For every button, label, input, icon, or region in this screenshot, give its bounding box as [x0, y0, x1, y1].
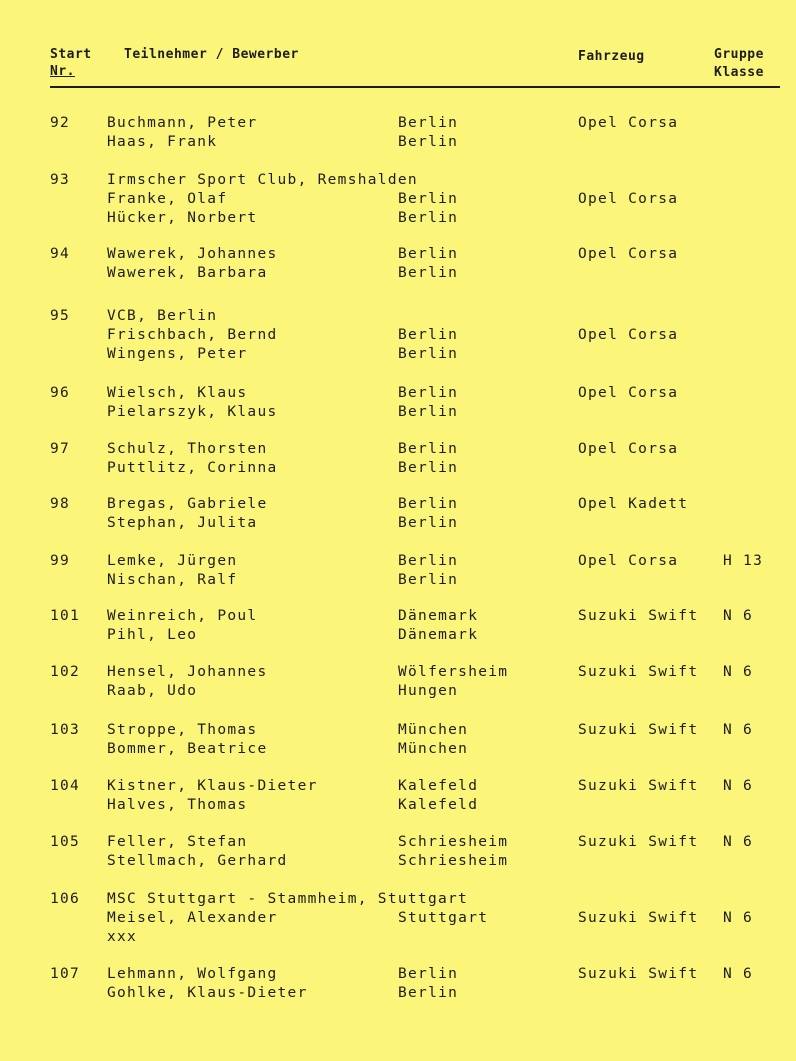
participant-city: Berlin	[398, 327, 459, 343]
participant-name: Hücker, Norbert	[107, 210, 258, 226]
participant-name: Lehmann, Wolfgang	[107, 966, 278, 982]
participant-name: Lemke, Jürgen	[107, 553, 238, 569]
participant-city: Wölfersheim	[398, 664, 509, 680]
vehicle: Suzuki Swift	[578, 664, 699, 680]
participant-city: Berlin	[398, 265, 459, 281]
participant-city: Dänemark	[398, 608, 479, 624]
start-number: 104	[50, 778, 81, 794]
participant-city: Kalefeld	[398, 797, 479, 813]
group-class: N 6	[723, 966, 754, 982]
vehicle: Opel Corsa	[578, 553, 679, 569]
vehicle: Suzuki Swift	[578, 910, 699, 926]
participant-city: Stuttgart	[398, 910, 489, 926]
participant-name: Feller, Stefan	[107, 834, 248, 850]
header-rule	[50, 86, 780, 88]
group-class: N 6	[723, 778, 754, 794]
start-number: 102	[50, 664, 81, 680]
start-number: 92	[50, 115, 71, 131]
participant-name: Franke, Olaf	[107, 191, 228, 207]
participant-city: München	[398, 722, 469, 738]
participant-name: Pihl, Leo	[107, 627, 198, 643]
participant-city: Berlin	[398, 985, 459, 1001]
participant-name: Frischbach, Bernd	[107, 327, 278, 343]
participant-name: Stellmach, Gerhard	[107, 853, 288, 869]
group-class: N 6	[723, 608, 754, 624]
participant-city: Berlin	[398, 404, 459, 420]
participant-name: Bregas, Gabriele	[107, 496, 268, 512]
participant-name: Haas, Frank	[107, 134, 218, 150]
participant-name: Irmscher Sport Club, Remshalden	[107, 172, 418, 188]
start-number: 99	[50, 553, 71, 569]
participant-name: Wielsch, Klaus	[107, 385, 248, 401]
participant-name: Puttlitz, Corinna	[107, 460, 278, 476]
vehicle: Suzuki Swift	[578, 722, 699, 738]
start-number: 101	[50, 608, 81, 624]
participant-city: Berlin	[398, 246, 459, 262]
vehicle: Opel Corsa	[578, 246, 679, 262]
vehicle: Suzuki Swift	[578, 966, 699, 982]
header-nr: Nr.	[50, 64, 75, 79]
start-number: 94	[50, 246, 71, 262]
participant-city: Berlin	[398, 115, 459, 131]
participant-city: Berlin	[398, 385, 459, 401]
participant-name: Halves, Thomas	[107, 797, 248, 813]
participant-name: Schulz, Thorsten	[107, 441, 268, 457]
participant-name: Wingens, Peter	[107, 346, 248, 362]
vehicle: Opel Corsa	[578, 441, 679, 457]
group-class: N 6	[723, 834, 754, 850]
vehicle: Opel Corsa	[578, 385, 679, 401]
vehicle: Suzuki Swift	[578, 778, 699, 794]
participant-name: VCB, Berlin	[107, 308, 218, 324]
vehicle: Opel Kadett	[578, 496, 689, 512]
group-class: N 6	[723, 722, 754, 738]
start-number: 98	[50, 496, 71, 512]
participant-name: Stroppe, Thomas	[107, 722, 258, 738]
vehicle: Suzuki Swift	[578, 608, 699, 624]
start-number: 106	[50, 891, 81, 907]
participant-name: Stephan, Julita	[107, 515, 258, 531]
participant-name: Buchmann, Peter	[107, 115, 258, 131]
participant-city: Berlin	[398, 346, 459, 362]
vehicle: Suzuki Swift	[578, 834, 699, 850]
participant-name: Bommer, Beatrice	[107, 741, 268, 757]
participant-city: Berlin	[398, 572, 459, 588]
start-number: 105	[50, 834, 81, 850]
participant-city: Dänemark	[398, 627, 479, 643]
start-number: 107	[50, 966, 81, 982]
vehicle: Opel Corsa	[578, 191, 679, 207]
start-number: 93	[50, 172, 71, 188]
participant-city: Berlin	[398, 966, 459, 982]
participant-name: Meisel, Alexander	[107, 910, 278, 926]
participant-name: Raab, Udo	[107, 683, 198, 699]
group-class: N 6	[723, 664, 754, 680]
start-number: 96	[50, 385, 71, 401]
header-start: Start	[50, 47, 92, 62]
participant-name: Weinreich, Poul	[107, 608, 258, 624]
participant-name: Wawerek, Johannes	[107, 246, 278, 262]
group-class: H 13	[723, 553, 764, 569]
participant-name: MSC Stuttgart - Stammheim, Stuttgart	[107, 891, 469, 907]
participant-city: Berlin	[398, 210, 459, 226]
participant-city: Berlin	[398, 134, 459, 150]
participant-name: Hensel, Johannes	[107, 664, 268, 680]
participant-name: Gohlke, Klaus-Dieter	[107, 985, 308, 1001]
participant-name: Kistner, Klaus-Dieter	[107, 778, 318, 794]
participant-city: Hungen	[398, 683, 459, 699]
participant-city: Kalefeld	[398, 778, 479, 794]
participant-city: Berlin	[398, 553, 459, 569]
vehicle: Opel Corsa	[578, 327, 679, 343]
participant-city: Schriesheim	[398, 834, 509, 850]
start-number: 103	[50, 722, 81, 738]
participant-city: Berlin	[398, 191, 459, 207]
header-klasse: Klasse	[714, 65, 764, 80]
participant-city: München	[398, 741, 469, 757]
participant-name: Nischan, Ralf	[107, 572, 238, 588]
participant-city: Berlin	[398, 515, 459, 531]
group-class: N 6	[723, 910, 754, 926]
participant-name: xxx	[107, 929, 138, 945]
participant-name: Wawerek, Barbara	[107, 265, 268, 281]
participant-city: Schriesheim	[398, 853, 509, 869]
start-number: 97	[50, 441, 71, 457]
vehicle: Opel Corsa	[578, 115, 679, 131]
header-teilnehmer: Teilnehmer / Bewerber	[124, 47, 299, 62]
participant-city: Berlin	[398, 441, 459, 457]
start-number: 95	[50, 308, 71, 324]
header-fahrzeug: Fahrzeug	[578, 49, 645, 64]
participant-city: Berlin	[398, 460, 459, 476]
participant-name: Pielarszyk, Klaus	[107, 404, 278, 420]
header-gruppe: Gruppe	[714, 47, 764, 62]
participant-city: Berlin	[398, 496, 459, 512]
